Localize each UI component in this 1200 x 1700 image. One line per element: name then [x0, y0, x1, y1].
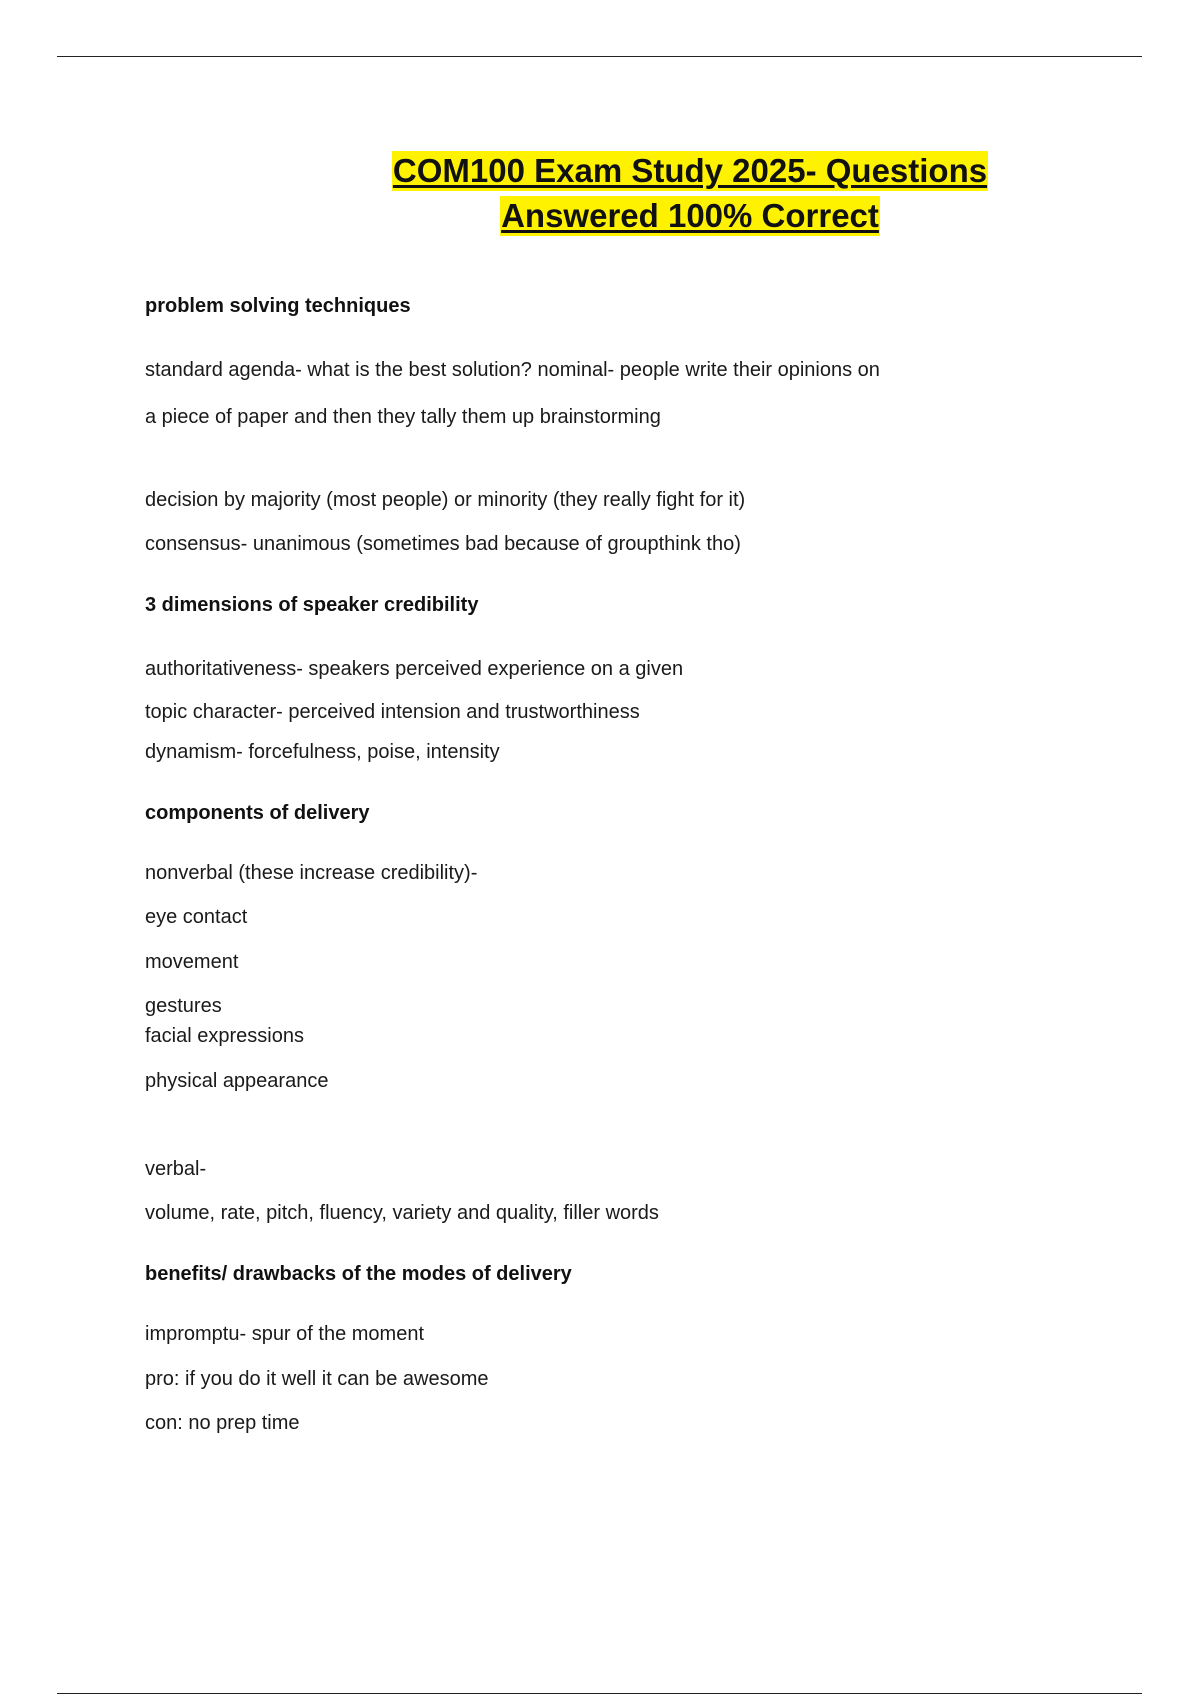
body-line: consensus- unanimous (sometimes bad because of groupthink tho) — [145, 533, 741, 555]
body-line: eye contact — [145, 906, 248, 928]
body-line: authoritativeness- speakers perceived experience on a given — [145, 658, 684, 680]
body-line: topic character- perceived intension and trustworthiness — [145, 701, 640, 723]
body-line: gestures — [145, 995, 222, 1017]
body-line: con: no prep time — [145, 1412, 300, 1434]
top-rule — [57, 56, 1142, 57]
body-line: dynamism- forcefulness, poise, intensity — [145, 741, 500, 763]
body-line: movement — [145, 951, 239, 973]
title-line-1: COM100 Exam Study 2025- Questions — [392, 152, 988, 189]
body-line: a piece of paper and then they tally them up brainstorming — [145, 406, 661, 428]
body-line: volume, rate, pitch, fluency, variety and quality, filler words — [145, 1202, 659, 1224]
body-line: decision by majority (most people) or minority (they really fight for it) — [145, 489, 746, 511]
body-line: standard agenda- what is the best solution? nominal- people write their opinions on — [145, 359, 880, 381]
section-heading: problem solving techniques — [145, 295, 411, 317]
title-line-2: Answered 100% Correct — [501, 197, 879, 234]
bottom-rule — [57, 1693, 1142, 1694]
body-line: nonverbal (these increase credibility)- — [145, 862, 478, 884]
section-heading: 3 dimensions of speaker credibility — [145, 594, 479, 616]
body-line: facial expressions — [145, 1025, 304, 1047]
section-heading: components of delivery — [145, 802, 370, 824]
body-line: pro: if you do it well it can be awesome — [145, 1368, 489, 1390]
body-line: impromptu- spur of the moment — [145, 1323, 424, 1345]
document-title — [300, 151, 1080, 241]
body-line: verbal- — [145, 1158, 207, 1180]
body-line: physical appearance — [145, 1070, 329, 1092]
section-heading: benefits/ drawbacks of the modes of delivery — [145, 1263, 572, 1285]
